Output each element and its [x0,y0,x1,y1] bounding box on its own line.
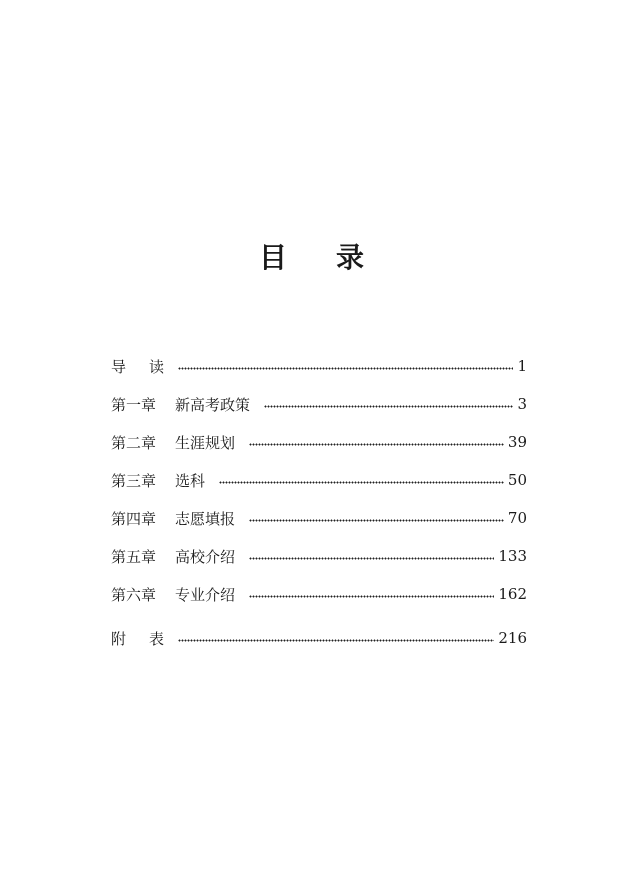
toc-page-number: 50 [507,471,527,489]
toc-entry-label: 附 表 [111,629,165,648]
toc-chapter-label: 第五章 [111,547,157,566]
toc-page-number: 162 [498,585,527,603]
toc-chapter-label: 第一章 [111,395,157,414]
toc-entry-chapter-6[interactable] [111,582,527,606]
title-char-1: 目 [258,241,288,274]
toc-entry-intro[interactable] [111,354,527,378]
toc-page-number: 133 [498,547,527,565]
toc-chapter-name: 新高考政策 [175,395,251,414]
dot-leader [249,595,494,598]
toc-chapter-name: 高校介绍 [175,547,236,566]
toc-page-number: 216 [498,629,527,647]
toc-chapter-label: 第四章 [111,509,157,528]
title-char-2: 录 [336,241,366,274]
dot-leader [178,639,494,642]
toc-chapter-name: 志愿填报 [175,509,236,528]
toc-page-number: 3 [517,395,527,413]
toc-chapter-label: 第二章 [111,433,157,452]
toc-chapter-label: 第六章 [111,585,157,604]
toc-entry-chapter-1[interactable] [111,392,527,416]
dot-leader [219,481,504,484]
toc-entry-chapter-5[interactable] [111,544,527,568]
toc-chapter-name: 生涯规划 [175,433,236,452]
toc-chapter-label: 第三章 [111,471,157,490]
dot-leader [249,443,504,446]
toc-chapter-name: 选科 [175,471,206,490]
toc-entry-appendix[interactable] [111,626,527,650]
page-title [0,236,624,276]
dot-leader [264,405,513,408]
toc-chapter-name: 专业介绍 [175,585,236,604]
toc-entry-label: 导 读 [111,357,165,376]
toc-entry-chapter-4[interactable] [111,506,527,530]
dot-leader [249,557,494,560]
toc-entry-chapter-2[interactable] [111,430,527,454]
dot-leader [178,367,513,370]
toc-page-number: 1 [517,357,527,375]
toc-page-number: 39 [507,433,527,451]
toc-page-number: 70 [507,509,527,527]
toc-entry-chapter-3[interactable] [111,468,527,492]
dot-leader [249,519,504,522]
